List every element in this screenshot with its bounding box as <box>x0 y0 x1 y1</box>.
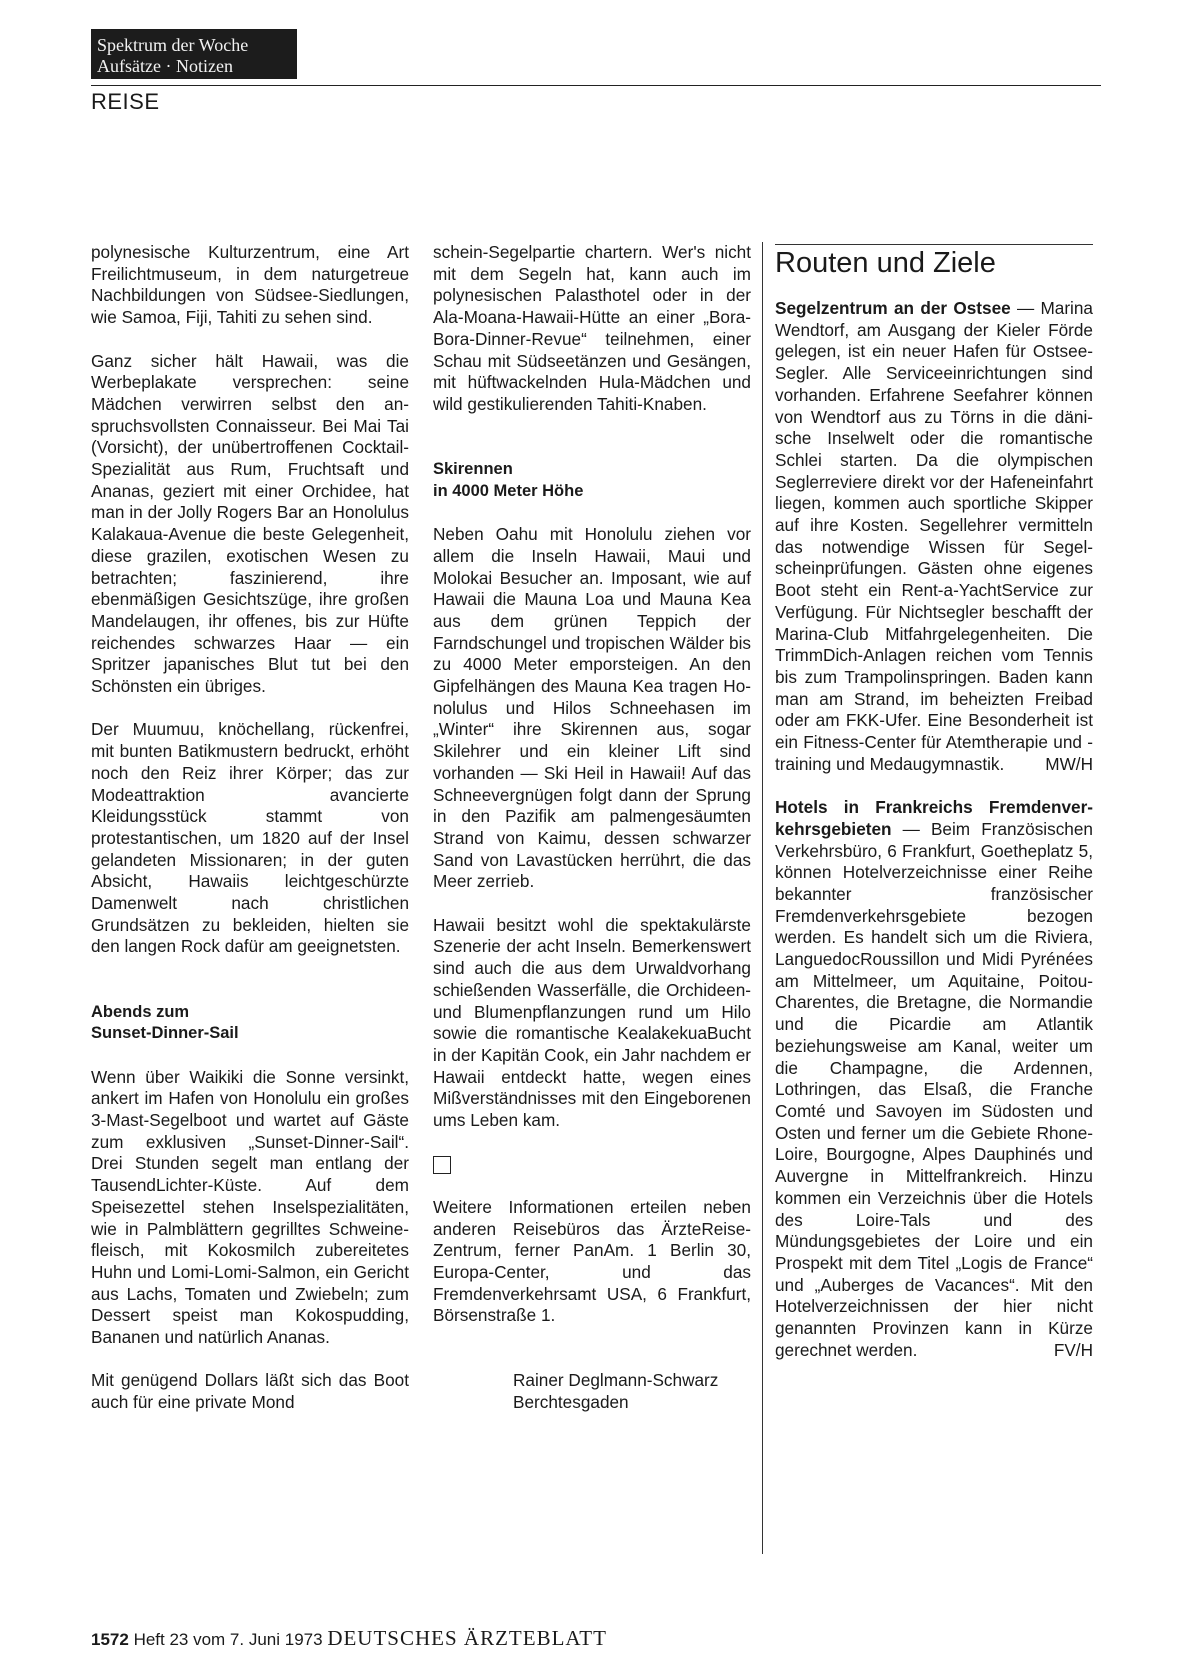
header-line-1: Spektrum der Woche <box>97 35 249 55</box>
paragraph <box>775 298 1093 775</box>
column-divider <box>762 242 763 1554</box>
paragraph-text: — Beim Französischen Verkehrsbüro, 6 Frankfurt, Goetheplatz 5, können Hotelverzeichnisse einer Reihe bekannter französischer Fremdenverkehrsgebiete bezogen werden. Es handelt sich um die Riviera, LanguedocRoussillon und Midi Pyrénées am Mittelmeer, um Aquitaine, PoitouCharentes, die Bretagne, die Normandie und die Picardie am Atlantik beziehungsweise am Kanal, weiter um die Champagne, die Ardennen, Lothringen, das Elsaß, die Franche Comté und Savoyen im Südosten und Osten und ferner um die Gebiete Rhone-Loire, Bourgogne, Alpes Dauphinés und Auvergne in Mittelfrankreich. Hinzu kommen ein Verzeichnis über die Hotels des Loire-Tals und des Mündungsgebietes der Loire und ein Prospekt mit dem Titel „Logis de France“ und „Auberges de Vacances“. Mit den Hotelverzeichnissen der hier nicht genannten Provinzen kann in Kürze gerechnet werden. <box>775 818 1093 1360</box>
page-footer <box>91 1626 607 1651</box>
paragraph: Weitere Informationen erteilen neben anderen Reisebüros das ÄrzteReise-Zentrum, ferner PanAm. 1 Berlin 30, Europa-Center, und das Fremdenverkehrsamt USA, 6 Frankfurt, Börsenstraße 1. <box>433 1196 751 1326</box>
paragraph: Neben Oahu mit Honolulu ziehen vor allem die Inseln Hawaii, Maui und Molokai Besucher an. Imposant, wie auf Hawaii die Mauna Loa und Mauna Kea aus dem grünen Teppich der Farndschungel und tropischen Wälder bis zu 4000 Meter emporsteigen. An den Gipfelhängen des Mauna Kea tragen Honolulus und Hilos Schneehasen im „Winter“ ihre Skirennen aus, sogar Skilehrer und ein kleiner Lift sind vorhanden — Ski Heil in Hawaii! Auf das Schneevergnügen folgt dann der Sprung in den Pazifik am palmengesäumten Strand von Kaimu, dessen schwarzer Sand von Lavastücken herrührt, die das Meer zerrieb. <box>433 524 751 892</box>
sidebar-title: Routen und Ziele <box>775 247 996 279</box>
paragraph: Ganz sicher hält Hawaii, was die Werbeplakate versprechen: seine Mädchen verwirren selbst den anspruchsvollsten Connaisseur. Bei Mai Tai (Vorsicht), der unübertroffenen Cocktail-Spezialität aus Rum, Fruchtsaft und Ananas, geziert mit einer Orchidee, hat man in der Jolly Rogers Bar an Honolulus Kalakaua-Avenue die beste Gelegenheit, diese grazilen, exotischen Wesen zu betrachten; faszinierend, ihre ebenmäßigen Gesichtszüge, ihre großen Mandelaugen, ihr offenes, bis zur Hüfte reichendes schwarzes Haar — ein Spritzer japanisches Blut tut bei den Schönsten ein übriges. <box>91 350 409 697</box>
subheading: in 4000 Meter Höhe <box>433 481 584 500</box>
page-number: 1572 <box>91 1630 129 1649</box>
header-line-2: Aufsätze · Notizen <box>97 56 233 76</box>
author-name: Rainer Deglmann-Schwarz <box>513 1370 719 1391</box>
column-3-sidebar <box>775 242 1093 1383</box>
paragraph: Der Muumuu, knöchellang, rückenfrei, mit bunten Batikmustern bedruckt, erhöht noch den Reiz ihrer Körper; das zur Modeattraktion avancierte Kleidungsstück stammt von protestantischen, um 1820 auf der Insel gelandeten Missionaren; in der guten Absicht, Hawaiis leichtgeschürzte Damenwelt nach christlichen Grundsätzen zu bekleiden, hielten sie den langen Rock dafür am geeignetsten. <box>91 719 409 957</box>
paragraph: Mit genügend Dollars läßt sich das Boot auch für eine private Mond <box>91 1370 409 1413</box>
paragraph: polynesische Kulturzentrum, eine Art Freilichtmuseum, in dem naturgetreue Nachbildungen von Südsee-Siedlungen, wie Samoa, Fiji, Tahiti zu sehen sind. <box>91 242 409 328</box>
paragraph <box>775 797 1093 1361</box>
top-rule <box>91 85 1101 86</box>
column-1 <box>91 242 409 1436</box>
lead-in: Hotels in Frankreichs Fremdenverkehrsgebieten <box>775 797 1093 839</box>
author-initials: MW/H <box>1045 753 1093 774</box>
author-initials: FV/H <box>1053 1339 1093 1360</box>
lead-in: Segelzentrum an der Ostsee <box>775 298 1011 318</box>
paragraph-text: — Marina Wendtorf, am Ausgang der Kieler Förde gelegen, ist ein neuer Hafen für Ostsee-Segler. Alle Serviceeinrichtungen sind vorhanden. Erfahrene Seefahrer können von Wendtorf aus zu Törns in die dänische Inselwelt oder die romantische Schlei starten. Da die olympischen Seglerreviere direkt vor der Hafeneinfahrt liegen, kommen auch sportliche Skipper auf ihre Kosten. Segellehrer vermitteln das notwendige Wissen für Segelscheinprüfungen. Gästen ohne eigenes Boot steht ein Rent-a-YachtService zur Verfügung. Für Nichtsegler beschafft der Marina-Club Mitfahrgelegenheiten. Die TrimmDich-Anlagen reichen vom Tennis bis zum Trampolinspringen. Baden kann man am Strand, im beheizten Freibad oder am FKK-Ufer. Eine Besonderheit ist ein Fitness-Center für Atemtherapie und -training und Medaugymnastik. <box>775 298 1093 774</box>
end-mark-square-icon <box>433 1156 451 1174</box>
paragraph: schein-Segelpartie chartern. Wer's nicht mit dem Segeln hat, kann auch im polynesischen Palasthotel oder in der Ala-Moana-Hawaii-Hütte an einer „Bora-Bora-Dinner-Revue“ teilnehmen, einer Schau mit Südseetänzen und Gesängen, mit hüftwackelnden Hula-Mädchen und wild gestikulierenden Tahiti-Knaben. <box>433 242 751 414</box>
journal-name: DEUTSCHES ÄRZTEBLATT <box>327 1626 607 1650</box>
paragraph: Wenn über Waikiki die Sonne versinkt, ankert im Hafen von Honolulu ein großes 3-Mast-Segelboot und wartet auf Gäste zum exklusiven „Sunset-Dinner-Sail“. Drei Stunden segelt man entlang der TausendLichter-Küste. Auf dem Speisezettel stehen Inselspezialitäten, wie in Palmblättern gegrilltes Schweinefleisch, mit Kokosmilch zubereitetes Huhn und Lomi-Lomi-Salmon, ein Gericht aus Lachs, Tomaten und Zwiebeln; zum Dessert speist man Kokospudding, Bananen und natürlich Ananas. <box>91 1066 409 1348</box>
subheading: Abends zum <box>91 1002 190 1021</box>
issue-info: Heft 23 vom 7. Juni 1973 <box>133 1630 323 1649</box>
subheading: Skirennen <box>433 460 513 478</box>
author-location: Berchtesgaden <box>513 1392 629 1413</box>
column-2 <box>433 242 751 1414</box>
section-header-box <box>91 29 297 79</box>
paragraph: Hawaii besitzt wohl die spektakulärste Szenerie der acht Inseln. Bemerkenswert sind auch die aus dem Urwaldvorhang schießenden Wasserfälle, die Orchideen- und Blumenpflanzungen rund um Hilo sowie die romantische KealakekuaBucht in der Kapitän Cook, ein Jahr nachdem er Hawaii entdeckt hatte, wegen eines Mißverständnisses mit den Eingeborenen ums Leben kam. <box>433 914 751 1131</box>
section-label: REISE <box>91 89 160 114</box>
subheading: Sunset-Dinner-Sail <box>91 1024 239 1043</box>
